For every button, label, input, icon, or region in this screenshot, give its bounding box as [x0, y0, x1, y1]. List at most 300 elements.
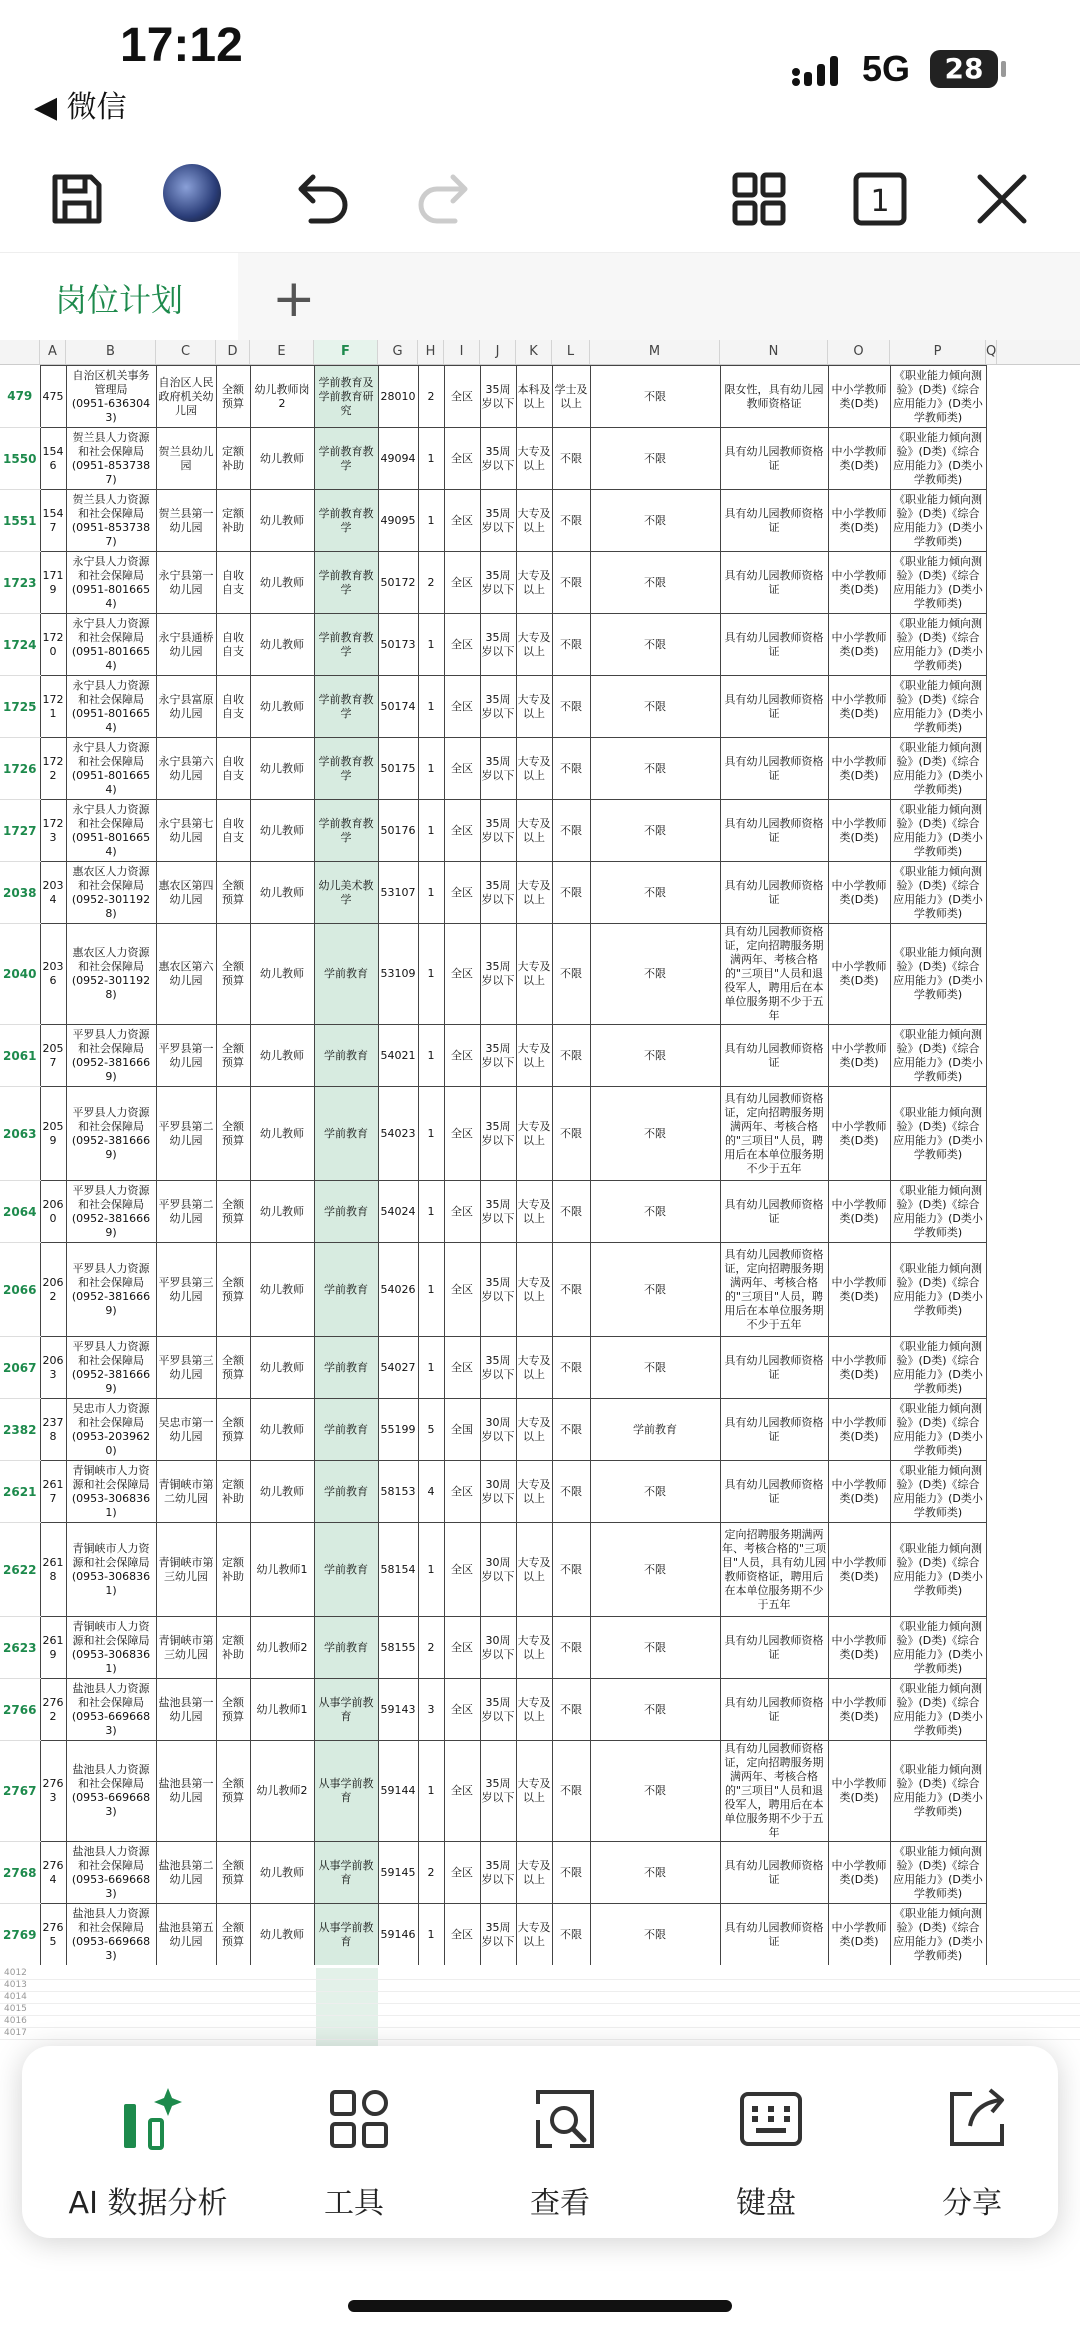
cell-p[interactable]: 《职业能力倾向测验》(D类)《综合应用能力》(D类小学教师类) [890, 1523, 986, 1617]
cell-i[interactable]: 全区 [444, 1523, 480, 1617]
cell-f[interactable]: 学前教育教学 [314, 428, 378, 490]
column-header-o[interactable]: O [828, 340, 890, 364]
back-to-wechat-link[interactable]: ◀ 微信 [34, 90, 127, 125]
row-number[interactable]: 479 [0, 366, 40, 428]
cell-g[interactable]: 50172 [378, 552, 418, 614]
column-header-g[interactable]: G [378, 340, 418, 364]
cell-d[interactable]: 自收自支 [216, 676, 250, 738]
cell-h[interactable]: 3 [418, 1679, 444, 1741]
empty-row-number[interactable]: 4014 [0, 1992, 1080, 2004]
cell-j[interactable]: 35周岁以下 [480, 552, 516, 614]
cell-m[interactable]: 不限 [590, 1337, 720, 1399]
cell-k[interactable]: 大专及以上 [516, 428, 552, 490]
share-button[interactable] [872, 2066, 1072, 2226]
cell-e[interactable]: 幼儿教师 [250, 552, 314, 614]
cell-e[interactable]: 幼儿教师 [250, 1181, 314, 1243]
cell-i[interactable]: 全区 [444, 1181, 480, 1243]
cell-o[interactable]: 中小学教师类(D类) [828, 1181, 890, 1243]
cell-h[interactable]: 1 [418, 738, 444, 800]
cell-k[interactable]: 大专及以上 [516, 1741, 552, 1842]
cell-j[interactable]: 30周岁以下 [480, 1461, 516, 1523]
cell-h[interactable]: 2 [418, 1617, 444, 1679]
cell-f[interactable]: 幼儿美术教学 [314, 862, 378, 924]
cell-j[interactable]: 35周岁以下 [480, 1904, 516, 1966]
cell-f[interactable]: 学前教育 [314, 1025, 378, 1087]
cell-g[interactable]: 54021 [378, 1025, 418, 1087]
cell-m[interactable]: 不限 [590, 862, 720, 924]
row-number[interactable]: 2621 [0, 1461, 40, 1523]
cell-p[interactable]: 《职业能力倾向测验》(D类)《综合应用能力》(D类小学教师类) [890, 862, 986, 924]
cell-b[interactable] [66, 428, 156, 490]
cell-n[interactable]: 具有幼儿园教师资格证 [720, 800, 828, 862]
cell-b[interactable] [66, 614, 156, 676]
cell-m[interactable]: 不限 [590, 1842, 720, 1904]
cell-b[interactable] [66, 1523, 156, 1617]
undo-icon[interactable] [286, 164, 356, 234]
cell-k[interactable]: 大专及以上 [516, 1087, 552, 1181]
cell-q[interactable] [986, 614, 989, 676]
cell-h[interactable]: 1 [418, 862, 444, 924]
cell-k[interactable]: 大专及以上 [516, 614, 552, 676]
cell-m[interactable]: 不限 [590, 800, 720, 862]
cell-q[interactable] [986, 366, 989, 428]
cell-n[interactable]: 限女性，具有幼儿园教师资格证 [720, 366, 828, 428]
cell-e[interactable]: 幼儿教师1 [250, 1679, 314, 1741]
cell-a[interactable]: 1722 [40, 738, 66, 800]
cell-q[interactable] [986, 800, 989, 862]
cell-j[interactable]: 35周岁以下 [480, 676, 516, 738]
cell-i[interactable]: 全区 [444, 366, 480, 428]
cell-l[interactable]: 不限 [552, 924, 590, 1025]
cell-l[interactable]: 不限 [552, 1679, 590, 1741]
cell-m[interactable]: 不限 [590, 614, 720, 676]
sheet-tab-plan[interactable]: 岗位计划 [0, 253, 238, 348]
row-number[interactable]: 1551 [0, 490, 40, 552]
cell-i[interactable]: 全区 [444, 1741, 480, 1842]
cell-o[interactable]: 中小学教师类(D类) [828, 1741, 890, 1842]
cell-p[interactable]: 《职业能力倾向测验》(D类)《综合应用能力》(D类小学教师类) [890, 490, 986, 552]
view-button[interactable] [460, 2066, 660, 2226]
cell-h[interactable]: 2 [418, 366, 444, 428]
cell-h[interactable]: 2 [418, 552, 444, 614]
cell-n[interactable]: 具有幼儿园教师资格证，定向招聘服务期满两年、考核合格的"三项目"人员，聘用后在本单位服务期不少于五年 [720, 1243, 828, 1337]
cell-e[interactable]: 幼儿教师 [250, 1087, 314, 1181]
cell-a[interactable]: 2062 [40, 1243, 66, 1337]
cell-d[interactable]: 定额补助 [216, 1461, 250, 1523]
cell-d[interactable]: 定额补助 [216, 490, 250, 552]
cell-o[interactable]: 中小学教师类(D类) [828, 676, 890, 738]
cell-g[interactable]: 54027 [378, 1337, 418, 1399]
cell-e[interactable]: 幼儿教师1 [250, 1523, 314, 1617]
cell-a[interactable]: 2618 [40, 1523, 66, 1617]
cell-d[interactable]: 全额预算 [216, 1025, 250, 1087]
cell-i[interactable]: 全区 [444, 552, 480, 614]
cell-a[interactable]: 2762 [40, 1679, 66, 1741]
cell-e[interactable]: 幼儿教师 [250, 1337, 314, 1399]
cell-o[interactable]: 中小学教师类(D类) [828, 1904, 890, 1966]
cell-e[interactable]: 幼儿教师 [250, 1461, 314, 1523]
cell-k[interactable]: 大专及以上 [516, 1025, 552, 1087]
cell-i[interactable]: 全区 [444, 862, 480, 924]
cell-f[interactable]: 学前教育 [314, 924, 378, 1025]
column-header-d[interactable]: D [216, 340, 250, 364]
cell-k[interactable]: 大专及以上 [516, 552, 552, 614]
cell-e[interactable]: 幼儿教师 [250, 1842, 314, 1904]
cell-e[interactable]: 幼儿教师 [250, 862, 314, 924]
cell-g[interactable]: 50173 [378, 614, 418, 676]
cell-j[interactable]: 35周岁以下 [480, 924, 516, 1025]
cell-c[interactable]: 平罗县第三幼儿园 [156, 1243, 216, 1337]
column-header-p[interactable]: P [890, 340, 986, 364]
cell-h[interactable]: 1 [418, 490, 444, 552]
cell-o[interactable]: 中小学教师类(D类) [828, 924, 890, 1025]
cell-n[interactable]: 具有幼儿园教师资格证 [720, 1842, 828, 1904]
cell-g[interactable]: 59146 [378, 1904, 418, 1966]
cell-p[interactable]: 《职业能力倾向测验》(D类)《综合应用能力》(D类小学教师类) [890, 366, 986, 428]
cell-o[interactable]: 中小学教师类(D类) [828, 1617, 890, 1679]
row-number[interactable]: 2766 [0, 1679, 40, 1741]
cell-p[interactable]: 《职业能力倾向测验》(D类)《综合应用能力》(D类小学教师类) [890, 1741, 986, 1842]
cell-j[interactable]: 35周岁以下 [480, 1741, 516, 1842]
cell-m[interactable]: 不限 [590, 1523, 720, 1617]
row-number[interactable]: 2040 [0, 924, 40, 1025]
cell-p[interactable]: 《职业能力倾向测验》(D类)《综合应用能力》(D类小学教师类) [890, 1243, 986, 1337]
cell-d[interactable]: 全额预算 [216, 924, 250, 1025]
cell-p[interactable]: 《职业能力倾向测验》(D类)《综合应用能力》(D类小学教师类) [890, 924, 986, 1025]
column-header-h[interactable]: H [418, 340, 444, 364]
cell-b[interactable] [66, 924, 156, 1025]
cell-k[interactable]: 大专及以上 [516, 1842, 552, 1904]
cell-k[interactable]: 大专及以上 [516, 1523, 552, 1617]
cell-l[interactable]: 不限 [552, 1243, 590, 1337]
cell-q[interactable] [986, 1617, 989, 1679]
empty-row-number[interactable]: 4016 [0, 2016, 1080, 2028]
close-icon[interactable] [967, 164, 1037, 234]
cell-l[interactable]: 不限 [552, 1904, 590, 1966]
cell-i[interactable]: 全区 [444, 1025, 480, 1087]
cell-c[interactable]: 自治区人民政府机关幼儿园 [156, 366, 216, 428]
cell-e[interactable]: 幼儿教师2 [250, 1617, 314, 1679]
empty-row-number[interactable]: 4013 [0, 1980, 1080, 1992]
column-header-m[interactable]: M [590, 340, 720, 364]
cell-a[interactable]: 2034 [40, 862, 66, 924]
cell-b[interactable] [66, 1337, 156, 1399]
cell-h[interactable]: 4 [418, 1461, 444, 1523]
cell-b[interactable] [66, 1741, 156, 1842]
cell-j[interactable]: 35周岁以下 [480, 1679, 516, 1741]
cell-q[interactable] [986, 1523, 989, 1617]
cell-e[interactable]: 幼儿教师 [250, 1243, 314, 1337]
cell-g[interactable]: 58153 [378, 1461, 418, 1523]
cell-a[interactable]: 2619 [40, 1617, 66, 1679]
cell-c[interactable]: 盐池县第一幼儿园 [156, 1679, 216, 1741]
row-number[interactable]: 2061 [0, 1025, 40, 1087]
cell-e[interactable]: 幼儿教师岗2 [250, 366, 314, 428]
cell-m[interactable]: 不限 [590, 366, 720, 428]
cell-a[interactable]: 1721 [40, 676, 66, 738]
row-number[interactable]: 2623 [0, 1617, 40, 1679]
row-number[interactable]: 2382 [0, 1399, 40, 1461]
cell-f[interactable]: 从事学前教育 [314, 1679, 378, 1741]
cell-p[interactable]: 《职业能力倾向测验》(D类)《综合应用能力》(D类小学教师类) [890, 1025, 986, 1087]
cell-q[interactable] [986, 862, 989, 924]
ai-analysis-button[interactable] [48, 2066, 248, 2226]
cell-d[interactable]: 全额预算 [216, 1679, 250, 1741]
cell-j[interactable]: 35周岁以下 [480, 1181, 516, 1243]
column-header-e[interactable]: E [250, 340, 314, 364]
cell-j[interactable]: 35周岁以下 [480, 490, 516, 552]
cell-l[interactable]: 不限 [552, 552, 590, 614]
cell-k[interactable]: 大专及以上 [516, 800, 552, 862]
cell-f[interactable]: 从事学前教育 [314, 1741, 378, 1842]
cell-c[interactable]: 平罗县第三幼儿园 [156, 1337, 216, 1399]
cell-o[interactable]: 中小学教师类(D类) [828, 1399, 890, 1461]
cell-l[interactable]: 不限 [552, 1087, 590, 1181]
cell-f[interactable]: 学前教育教学 [314, 490, 378, 552]
cell-g[interactable]: 59144 [378, 1741, 418, 1842]
cell-q[interactable] [986, 1741, 989, 1842]
cell-i[interactable]: 全区 [444, 428, 480, 490]
cell-o[interactable]: 中小学教师类(D类) [828, 1025, 890, 1087]
row-number[interactable]: 2064 [0, 1181, 40, 1243]
cell-c[interactable]: 惠农区第六幼儿园 [156, 924, 216, 1025]
cell-o[interactable]: 中小学教师类(D类) [828, 1461, 890, 1523]
cell-e[interactable]: 幼儿教师 [250, 428, 314, 490]
cell-e[interactable]: 幼儿教师 [250, 1904, 314, 1966]
cell-a[interactable]: 475 [40, 366, 66, 428]
cell-h[interactable]: 1 [418, 1741, 444, 1842]
cell-k[interactable]: 大专及以上 [516, 862, 552, 924]
cell-b[interactable] [66, 1842, 156, 1904]
cell-q[interactable] [986, 1842, 989, 1904]
cell-h[interactable]: 1 [418, 1523, 444, 1617]
cell-b[interactable] [66, 800, 156, 862]
cell-h[interactable]: 1 [418, 924, 444, 1025]
cell-o[interactable]: 中小学教师类(D类) [828, 428, 890, 490]
cell-i[interactable]: 全区 [444, 614, 480, 676]
cell-f[interactable]: 学前教育 [314, 1617, 378, 1679]
cell-a[interactable]: 2765 [40, 1904, 66, 1966]
cell-m[interactable]: 不限 [590, 1461, 720, 1523]
cell-g[interactable]: 59145 [378, 1842, 418, 1904]
cell-n[interactable]: 具有幼儿园教师资格证，定向招聘服务期满两年、考核合格的"三项目"人员，聘用后在本单位服务期不少于五年 [720, 1087, 828, 1181]
cell-q[interactable] [986, 1181, 989, 1243]
empty-row-number[interactable]: 4012 [0, 1968, 1080, 1980]
cell-f[interactable]: 学前教育教学 [314, 800, 378, 862]
cell-c[interactable]: 盐池县第五幼儿园 [156, 1904, 216, 1966]
row-number[interactable]: 2038 [0, 862, 40, 924]
cell-p[interactable]: 《职业能力倾向测验》(D类)《综合应用能力》(D类小学教师类) [890, 1181, 986, 1243]
cell-b[interactable] [66, 862, 156, 924]
cell-n[interactable]: 具有幼儿园教师资格证 [720, 1025, 828, 1087]
cell-g[interactable]: 50175 [378, 738, 418, 800]
cell-b[interactable] [66, 1243, 156, 1337]
cell-n[interactable]: 具有幼儿园教师资格证 [720, 862, 828, 924]
cell-h[interactable]: 5 [418, 1399, 444, 1461]
cell-l[interactable]: 不限 [552, 1337, 590, 1399]
cell-h[interactable]: 1 [418, 1181, 444, 1243]
cell-b[interactable] [66, 366, 156, 428]
cell-q[interactable] [986, 676, 989, 738]
cell-p[interactable]: 《职业能力倾向测验》(D类)《综合应用能力》(D类小学教师类) [890, 552, 986, 614]
column-header-a[interactable]: A [40, 340, 66, 364]
cell-e[interactable]: 幼儿教师 [250, 1399, 314, 1461]
cell-q[interactable] [986, 1337, 989, 1399]
cell-o[interactable]: 中小学教师类(D类) [828, 490, 890, 552]
cell-q[interactable] [986, 924, 989, 1025]
cell-j[interactable]: 35周岁以下 [480, 800, 516, 862]
cell-n[interactable]: 具有幼儿园教师资格证 [720, 614, 828, 676]
cell-q[interactable] [986, 1087, 989, 1181]
cell-g[interactable]: 53109 [378, 924, 418, 1025]
cell-c[interactable]: 青铜峡市第三幼儿园 [156, 1523, 216, 1617]
cell-b[interactable] [66, 552, 156, 614]
cell-n[interactable]: 具有幼儿园教师资格证 [720, 1679, 828, 1741]
cell-e[interactable]: 幼儿教师 [250, 490, 314, 552]
cell-m[interactable]: 不限 [590, 490, 720, 552]
cell-n[interactable]: 具有幼儿园教师资格证 [720, 1181, 828, 1243]
cell-l[interactable]: 不限 [552, 1025, 590, 1087]
cell-l[interactable]: 不限 [552, 490, 590, 552]
cell-c[interactable]: 平罗县第二幼儿园 [156, 1181, 216, 1243]
cell-f[interactable]: 学前教育教学 [314, 738, 378, 800]
cell-e[interactable]: 幼儿教师 [250, 924, 314, 1025]
cell-h[interactable]: 1 [418, 614, 444, 676]
cell-h[interactable]: 1 [418, 676, 444, 738]
cell-i[interactable]: 全区 [444, 1243, 480, 1337]
cell-d[interactable]: 全额预算 [216, 1087, 250, 1181]
cell-o[interactable]: 中小学教师类(D类) [828, 800, 890, 862]
cell-n[interactable]: 具有幼儿园教师资格证 [720, 428, 828, 490]
cell-b[interactable] [66, 490, 156, 552]
cell-l[interactable]: 不限 [552, 738, 590, 800]
cell-m[interactable]: 不限 [590, 1243, 720, 1337]
cell-g[interactable]: 28010 [378, 366, 418, 428]
cell-g[interactable]: 50176 [378, 800, 418, 862]
cell-h[interactable]: 1 [418, 1337, 444, 1399]
cell-b[interactable] [66, 1617, 156, 1679]
cell-o[interactable]: 中小学教师类(D类) [828, 1679, 890, 1741]
cell-o[interactable]: 中小学教师类(D类) [828, 1523, 890, 1617]
cell-o[interactable]: 中小学教师类(D类) [828, 1243, 890, 1337]
cell-p[interactable]: 《职业能力倾向测验》(D类)《综合应用能力》(D类小学教师类) [890, 1399, 986, 1461]
cell-c[interactable]: 平罗县第一幼儿园 [156, 1025, 216, 1087]
cell-c[interactable]: 贺兰县幼儿园 [156, 428, 216, 490]
cell-f[interactable]: 学前教育及学前教育研究 [314, 366, 378, 428]
cell-j[interactable]: 35周岁以下 [480, 1337, 516, 1399]
cell-k[interactable]: 大专及以上 [516, 924, 552, 1025]
cell-a[interactable]: 1547 [40, 490, 66, 552]
column-header-n[interactable]: N [720, 340, 828, 364]
cell-h[interactable]: 1 [418, 1087, 444, 1181]
row-number[interactable]: 2769 [0, 1904, 40, 1966]
cell-m[interactable]: 不限 [590, 1181, 720, 1243]
cell-d[interactable]: 自收自支 [216, 552, 250, 614]
cell-b[interactable] [66, 1399, 156, 1461]
cell-c[interactable]: 盐池县第一幼儿园 [156, 1741, 216, 1842]
cell-p[interactable]: 《职业能力倾向测验》(D类)《综合应用能力》(D类小学教师类) [890, 1679, 986, 1741]
cell-e[interactable]: 幼儿教师 [250, 800, 314, 862]
cell-p[interactable]: 《职业能力倾向测验》(D类)《综合应用能力》(D类小学教师类) [890, 1087, 986, 1181]
cell-c[interactable]: 吴忠市第一幼儿园 [156, 1399, 216, 1461]
cell-d[interactable]: 定额补助 [216, 428, 250, 490]
cell-l[interactable]: 不限 [552, 1617, 590, 1679]
cell-i[interactable]: 全区 [444, 490, 480, 552]
cell-j[interactable]: 35周岁以下 [480, 738, 516, 800]
column-header-c[interactable]: C [156, 340, 216, 364]
cell-n[interactable]: 具有幼儿园教师资格证 [720, 1461, 828, 1523]
cell-a[interactable]: 2764 [40, 1842, 66, 1904]
cell-i[interactable]: 全区 [444, 1461, 480, 1523]
cell-i[interactable]: 全区 [444, 1842, 480, 1904]
cell-b[interactable] [66, 1461, 156, 1523]
cell-m[interactable]: 不限 [590, 1025, 720, 1087]
row-number[interactable]: 1724 [0, 614, 40, 676]
cell-k[interactable]: 大专及以上 [516, 1904, 552, 1966]
cell-d[interactable]: 全额预算 [216, 366, 250, 428]
cell-f[interactable]: 学前教育 [314, 1523, 378, 1617]
cell-k[interactable]: 大专及以上 [516, 1181, 552, 1243]
cell-h[interactable]: 1 [418, 1243, 444, 1337]
cell-j[interactable]: 30周岁以下 [480, 1617, 516, 1679]
cell-i[interactable]: 全区 [444, 1087, 480, 1181]
cell-g[interactable]: 50174 [378, 676, 418, 738]
cell-c[interactable]: 青铜峡市第三幼儿园 [156, 1617, 216, 1679]
cell-j[interactable]: 35周岁以下 [480, 614, 516, 676]
cell-o[interactable]: 中小学教师类(D类) [828, 1842, 890, 1904]
cell-d[interactable]: 全额预算 [216, 1337, 250, 1399]
cell-j[interactable]: 30周岁以下 [480, 1523, 516, 1617]
cell-k[interactable]: 大专及以上 [516, 676, 552, 738]
cell-n[interactable]: 具有幼儿园教师资格证 [720, 552, 828, 614]
cell-p[interactable]: 《职业能力倾向测验》(D类)《综合应用能力》(D类小学教师类) [890, 1337, 986, 1399]
row-number[interactable]: 1726 [0, 738, 40, 800]
cell-j[interactable]: 35周岁以下 [480, 1087, 516, 1181]
cell-f[interactable]: 学前教育教学 [314, 552, 378, 614]
empty-row-number[interactable]: 4017 [0, 2028, 1080, 2040]
cell-f[interactable]: 学前教育 [314, 1399, 378, 1461]
cell-a[interactable]: 2617 [40, 1461, 66, 1523]
cell-m[interactable]: 不限 [590, 1679, 720, 1741]
cell-f[interactable]: 学前教育 [314, 1461, 378, 1523]
cell-a[interactable]: 2036 [40, 924, 66, 1025]
cell-m[interactable]: 学前教育 [590, 1399, 720, 1461]
cell-p[interactable]: 《职业能力倾向测验》(D类)《综合应用能力》(D类小学教师类) [890, 614, 986, 676]
column-header-b[interactable]: B [66, 340, 156, 364]
cell-f[interactable]: 学前教育 [314, 1243, 378, 1337]
cell-e[interactable]: 幼儿教师 [250, 738, 314, 800]
column-header-i[interactable]: I [444, 340, 480, 364]
cell-o[interactable]: 中小学教师类(D类) [828, 552, 890, 614]
row-number[interactable]: 2066 [0, 1243, 40, 1337]
cell-f[interactable]: 学前教育教学 [314, 614, 378, 676]
cell-i[interactable]: 全区 [444, 924, 480, 1025]
cell-q[interactable] [986, 1679, 989, 1741]
cell-d[interactable]: 全额预算 [216, 1904, 250, 1966]
cell-d[interactable]: 自收自支 [216, 800, 250, 862]
cell-o[interactable]: 中小学教师类(D类) [828, 738, 890, 800]
cell-l[interactable]: 不限 [552, 1523, 590, 1617]
cell-e[interactable]: 幼儿教师2 [250, 1741, 314, 1842]
column-header-f[interactable]: F [314, 340, 378, 364]
cell-d[interactable]: 全额预算 [216, 862, 250, 924]
cell-d[interactable]: 全额预算 [216, 1741, 250, 1842]
cell-g[interactable]: 58154 [378, 1523, 418, 1617]
cell-b[interactable] [66, 1181, 156, 1243]
cell-k[interactable]: 大专及以上 [516, 1399, 552, 1461]
column-header-k[interactable]: K [516, 340, 552, 364]
cell-q[interactable] [986, 1461, 989, 1523]
